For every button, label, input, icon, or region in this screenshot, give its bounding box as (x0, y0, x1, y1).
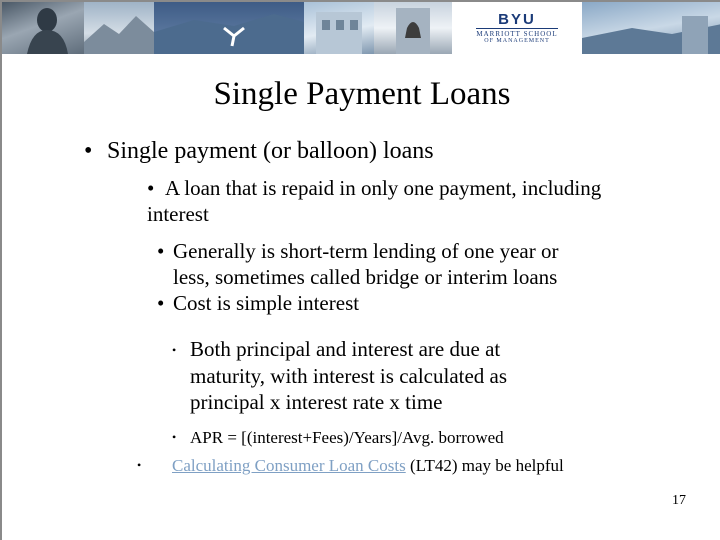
slide-title: Single Payment Loans (213, 76, 511, 112)
statue-image (2, 2, 84, 54)
banner-photo-statue (2, 2, 84, 54)
bullet-dot-small: • (172, 343, 177, 357)
bullet-level4a-line2: maturity, with interest is calculated as (190, 364, 508, 388)
banner-photo-building (304, 2, 374, 54)
bullet-level4b (172, 426, 504, 449)
bullet-level3a-line2: less, sometimes called bridge or interim loans (173, 265, 558, 289)
bullet-level4b-text: APR = [(interest+Fees)/Years]/Avg. borrowed (190, 428, 504, 447)
mountain-image (84, 2, 154, 54)
bullet-dot: • (147, 176, 155, 200)
header-banner (2, 2, 720, 54)
banner-photo-y-mountain (154, 2, 304, 54)
bell-image (374, 2, 452, 54)
bullet-dot: • (157, 239, 165, 263)
bullet-dot: • (157, 291, 165, 315)
page-number: 17 (672, 493, 686, 508)
bullet-level2 (147, 175, 601, 227)
bullet-level2-line2: interest (147, 202, 209, 226)
link-suffix-text: (LT42) may be helpful (405, 456, 564, 475)
bullet-dot-small: • (137, 458, 142, 472)
bullet-dot-small: • (172, 430, 177, 444)
bullet-level3b-text: Cost is simple interest (173, 291, 360, 315)
bullet-level1 (84, 136, 434, 166)
banner-photo-campus (582, 2, 720, 54)
bullet-link-item (137, 454, 564, 477)
logo-line2: OF MANAGEMENT (484, 37, 550, 44)
bullet-level1-text: Single payment (or balloon) loans (107, 138, 434, 164)
building-image (304, 2, 374, 54)
banner-photo-bell (374, 2, 452, 54)
banner-photo-mountain (84, 2, 154, 54)
byu-logo (452, 2, 582, 54)
logo-name: BYU (498, 10, 536, 28)
y-mountain-image (154, 2, 304, 54)
bullet-level4a-line1: Both principal and interest are due at (190, 337, 501, 361)
campus-image (582, 2, 720, 54)
loan-costs-link[interactable]: Calculating Consumer Loan Costs (172, 456, 406, 475)
bullet-dot: • (84, 138, 93, 164)
bullet-level2-line1: A loan that is repaid in only one payment, including (165, 176, 602, 200)
logo-line1: MARRIOTT SCHOOL (476, 29, 558, 38)
bullet-level3a (157, 238, 558, 316)
bullet-level4a-line3: principal x interest rate x time (190, 390, 443, 414)
bullet-level3a-line1: Generally is short-term lending of one year or (173, 239, 559, 263)
bullet-level4a (172, 336, 508, 415)
